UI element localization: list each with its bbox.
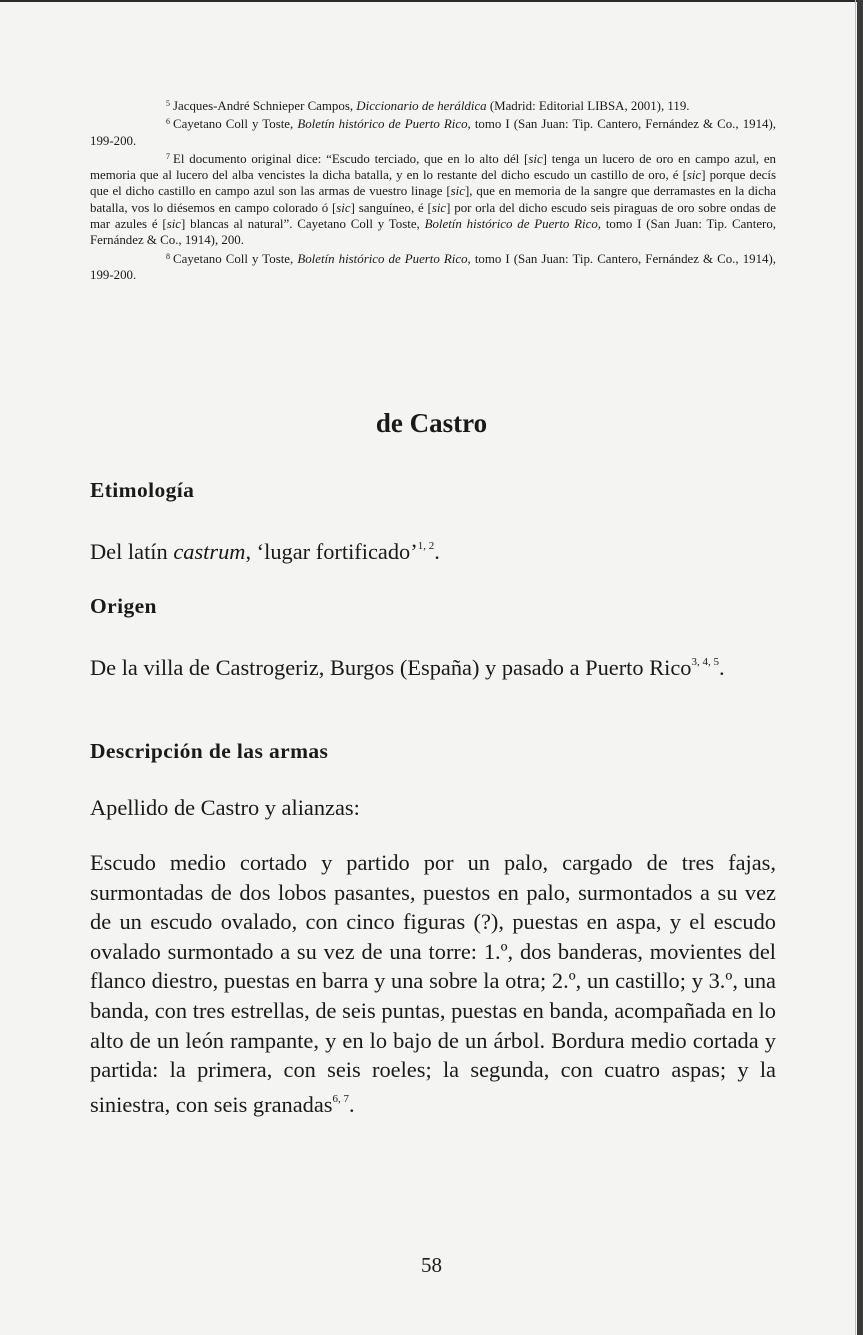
body-text: . xyxy=(434,539,440,564)
sic-mark: sic xyxy=(431,200,447,215)
footnote-marker: 7 xyxy=(166,151,170,161)
footnote-text: ] tenga un lucero de oro en campo azul, en memoria que al lucero del alba vencistes la dicha batalla, y en lo restante del dicho escudo un castillo de oro, é [ xyxy=(90,151,776,183)
reference-marks: 3, 4, 5 xyxy=(691,656,719,668)
footnote-8 xyxy=(90,249,776,284)
top-scan-rule xyxy=(0,0,858,2)
footnotes xyxy=(90,96,776,283)
footnote-5 xyxy=(90,96,776,114)
sic-mark: sic xyxy=(166,217,182,232)
footnote-title: Boletín histórico de Puerto Rico xyxy=(297,117,468,132)
footnote-text: Cayetano Coll y Toste, xyxy=(173,117,298,132)
footnote-title: Diccionario de heráldica xyxy=(356,99,487,113)
reference-marks: 1, 2 xyxy=(417,540,435,552)
footnote-text: ] porque decís que el dicho castillo en campo azul son las armas de vuestro linage [ xyxy=(90,168,776,199)
body-text: , ‘lugar fortificado’ xyxy=(245,539,418,564)
origen-text xyxy=(90,648,776,683)
footnote-text: ] por orla del dicho escudo seis piraguas de oro sobre ondas de mar azules é [ xyxy=(90,200,777,232)
footnote-text: , tomo I (San Juan: Tip. Cantero, Fernández & Co., 1914), 199-200. xyxy=(90,117,776,148)
latin-word: castrum xyxy=(173,539,246,564)
sic-mark: sic xyxy=(686,168,702,183)
etimologia-text xyxy=(90,532,776,567)
footnote-text: , tomo I (San Juan: Tip. Cantero, Fernández & Co., 1914), 200. xyxy=(90,217,776,248)
footnote-text: , tomo I (San Juan: Tip. Cantero, Fernández & Co., 1914), 199-200. xyxy=(90,251,776,282)
footnote-marker: 6 xyxy=(166,117,170,127)
footnote-6 xyxy=(90,114,776,149)
surname-title: de Castro xyxy=(375,408,488,438)
descripcion-heading: Descripción de las armas xyxy=(90,739,329,763)
body-text: Escudo medio cortado y partido por un palo, cargado de tres fajas, surmontadas de dos lobos pasantes, puestos en palo, surmontados a su vez de un escudo ovalado, con cinco figuras (?), puestas en aspa, y el escudo ovalado surmontado a su vez de una torre: 1.º, dos banderas, movientes del flanco diestro, puestas en barra y una sobre la otra; 2.º, un castillo; y 3.º, una banda, con tres estrellas, de seis puntas, puestas en banda, acompañada en lo alto de un león rampante, y en lo bajo de un árbol. Bordura medio cortada y partida: la primera, con seis roeles; la segunda, con cuatro aspas; y la siniestra, con seis granadas xyxy=(90,850,776,1117)
footnote-text: Cayetano Coll y Toste, xyxy=(173,251,298,266)
footnote-text: (Madrid: Editorial LIBSA, 2001), 119. xyxy=(486,99,690,113)
sic-mark: sic xyxy=(336,200,351,215)
body-text: Del latín xyxy=(90,539,174,564)
footnote-text: Jacques-André Schnieper Campos, xyxy=(173,99,357,113)
reference-marks: 6, 7 xyxy=(332,1092,349,1105)
body-text: De la villa de Castrogeriz, Burgos (España) y pasado a Puerto Rico xyxy=(90,655,692,680)
right-scan-line xyxy=(855,0,856,1335)
footnote-text: ], que en memoria de la sangre que derramastes en la dicha batalla, vos lo diésemos en campo colorado ó [ xyxy=(90,184,776,215)
etimologia-heading: Etimología xyxy=(90,478,195,502)
footnote-text: ] blancas al natural”. Cayetano Coll y Toste, xyxy=(181,217,425,232)
footnote-7 xyxy=(90,149,776,249)
footnote-title: Boletín histórico de Puerto Rico xyxy=(424,217,598,232)
footnote-text: ] sanguíneo, é [ xyxy=(350,200,432,215)
page-number: 58 xyxy=(421,1253,442,1277)
descripcion-intro: Apellido de Castro y alianzas: xyxy=(90,795,360,820)
descripcion-text xyxy=(90,848,776,1119)
body-text: . xyxy=(719,655,725,680)
body-text: . xyxy=(349,1091,355,1117)
footnote-title: Boletín histórico de Puerto Rico xyxy=(297,251,468,266)
sic-mark: sic xyxy=(450,184,465,199)
footnote-marker: 5 xyxy=(166,99,170,108)
footnote-marker: 8 xyxy=(166,251,170,261)
sic-mark: sic xyxy=(528,151,543,166)
footnote-text: El documento original dice: “Escudo terciado, que en lo alto dél [ xyxy=(173,151,529,166)
origen-heading: Origen xyxy=(90,594,157,618)
right-scan-edge xyxy=(857,0,863,1335)
